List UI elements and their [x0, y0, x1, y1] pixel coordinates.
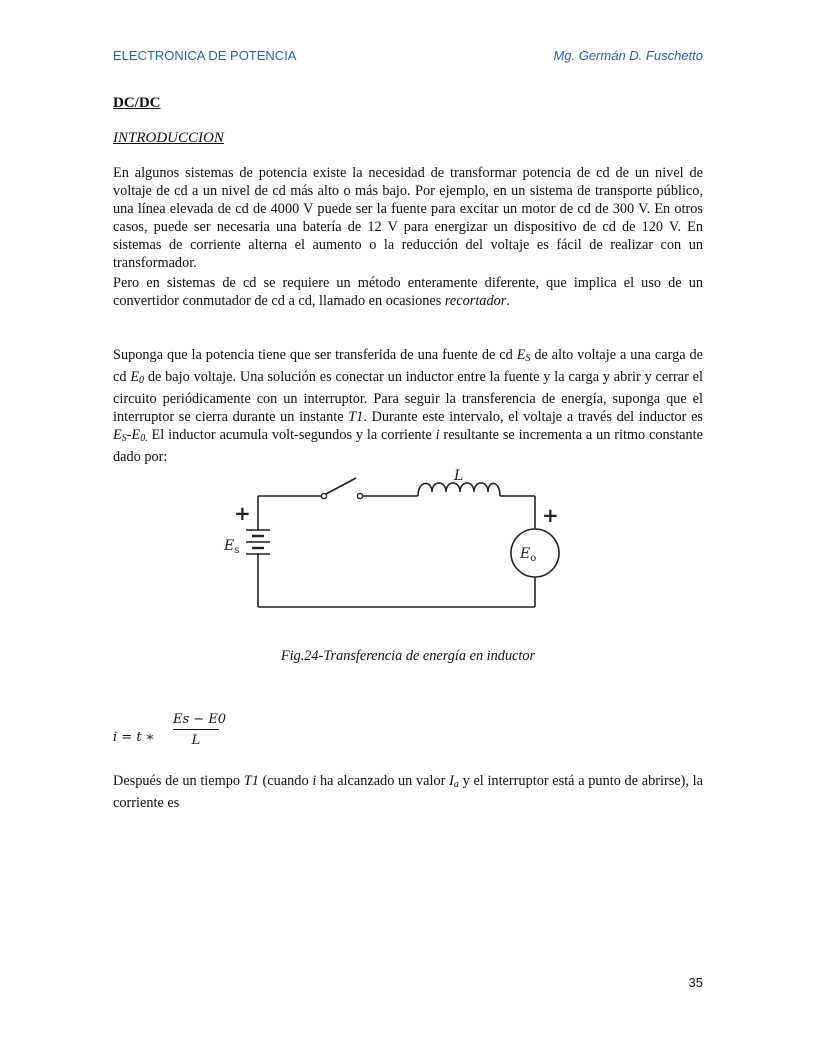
text-span: de alto voltaje a una carga de cd — [113, 347, 703, 385]
label-plus-left: + — [234, 501, 251, 525]
switch-contact — [321, 493, 326, 498]
text-span: Después de un tiempo — [113, 773, 244, 789]
circuit-diagram — [216, 466, 576, 616]
running-header-left: ELECTRONICA DE POTENCIA — [113, 48, 297, 63]
symbol-t1: T1 — [348, 409, 364, 425]
text-span: ha alcanzado un valor — [316, 773, 450, 789]
switch-blade — [326, 478, 356, 494]
section-title: DC/DC — [113, 95, 161, 111]
inductor-coil — [418, 483, 500, 496]
symbol-es: $E_S$ — [516, 347, 531, 364]
paragraph-recortador — [113, 274, 703, 310]
symbol-es-e0: $E_S-E_{0.}$ — [113, 427, 148, 444]
figure-caption: Fig.24-Transferencia de energía en inductor — [280, 648, 536, 664]
symbol-i: i — [312, 773, 317, 789]
symbol-e0: $E_0$ — [130, 369, 145, 386]
text-span: . Durante este intervalo, el voltaje a través del inductor es — [363, 409, 703, 425]
symbol-ia: $I_a$ — [449, 773, 459, 790]
label-eo: $E_o$ — [520, 546, 537, 564]
text-span: (cuando — [258, 773, 313, 789]
subsection-title: INTRODUCCION — [113, 130, 224, 146]
formula-denominator: L — [191, 733, 201, 748]
text-span: Pero en sistemas de cd se requiere un método enteramente diferente, que implica el uso de un convertidor conmutador de cd a cd, llamado en ocasiones — [113, 275, 703, 309]
page-number: 35 — [688, 975, 703, 990]
formula-numerator: Es − E0 — [173, 712, 219, 730]
label-es: $E_s$ — [224, 538, 240, 556]
formula-lhs: i = t ∗ — [113, 730, 155, 745]
text-span: y el interruptor está a punto de abrirse), la corriente es — [113, 773, 703, 811]
formula-fraction — [173, 712, 227, 748]
symbol-i: i — [435, 427, 440, 443]
running-header-right: Mg. Germán D. Fuschetto — [553, 48, 703, 63]
paragraph-transfer — [113, 346, 703, 466]
text-span: El inductor acumula volt-segundos y la corriente — [147, 427, 436, 443]
symbol-t1: T1 — [243, 773, 259, 789]
label-plus-right: + — [542, 503, 559, 527]
switch-contact — [357, 493, 362, 498]
italic-term: recortador — [444, 293, 507, 309]
label-inductor: L — [454, 468, 464, 484]
text-span: Suponga que la potencia tiene que ser transferida de una fuente de cd — [113, 347, 517, 363]
text-span: resultante se incrementa a un ritmo constante dado por: — [113, 427, 703, 465]
paragraph-intro: En algunos sistemas de potencia existe la necesidad de transformar potencia de cd de un nivel de voltaje de cd a un nivel de cd más alto o más bajo. Por ejemplo, en un sistema de transporte público, una línea elevada de cd de 4000 V puede ser la fuente para excitar un motor de cd de 300 V. En otros casos, puede ser necesaria una batería de 12 V para energizar un dispositivo de cd de 120 V. En sistemas de corriente alterna el aumento o la reducción del voltaje es fácil de realizar con un transformador. — [113, 165, 703, 271]
paragraph-after-t1 — [113, 772, 703, 812]
text-span: de bajo voltaje. Una solución es conectar un inductor entre la fuente y la carga y abrir y cerrar el circuito periódicamente con un interruptor. Para seguir la transferencia de energía, suponga que el interruptor se cierra durante un instante — [113, 369, 703, 425]
text-span: . — [506, 293, 510, 309]
